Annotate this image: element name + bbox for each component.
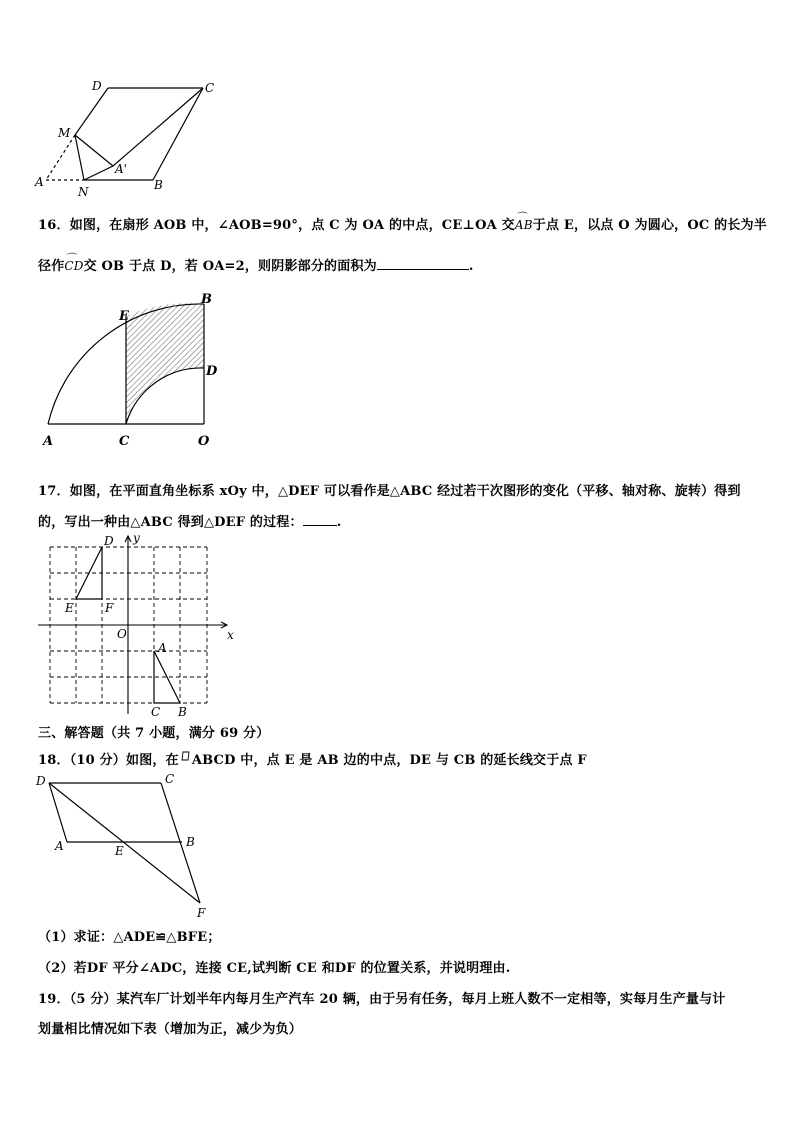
q16-line2-suffix: 交 OB 于点 D，若 OA=2，则阴影部分的面积为 xyxy=(83,259,377,274)
q17-line1: 17．如图，在平面直角坐标系 xOy 中，△DEF 可以看作是△ABC 经过若干次图形的变化（平移、轴对称、旋转）得到 xyxy=(38,484,741,499)
q17-line2-text: 的，写出一种由△ABC 得到△DEF 的过程： xyxy=(38,515,303,530)
label-A: A xyxy=(55,839,64,853)
figure-q17-coordinate-grid xyxy=(35,532,240,722)
label-D: D xyxy=(104,534,114,548)
label-C: C xyxy=(151,705,161,719)
label-B: B xyxy=(186,835,195,849)
q16-line1 xyxy=(38,214,767,233)
label-y: y xyxy=(133,531,140,545)
segment-DF xyxy=(49,783,200,903)
parallelogram-symbol xyxy=(181,751,190,761)
label-B: B xyxy=(154,178,163,192)
q16-line2-prefix: 径作 xyxy=(38,259,65,274)
label-F: F xyxy=(197,906,206,920)
segment-DM xyxy=(75,88,108,135)
label-N: N xyxy=(78,185,89,199)
figure-q16-sector xyxy=(35,290,225,455)
q19-line1: 19．（5 分）某汽车厂计划半年内每月生产汽车 20 辆，由于另有任务，每月上班人数不一定相等，实每月生产量与计 xyxy=(38,992,726,1007)
section-title-3: 三、解答题（共 7 小题，满分 69 分） xyxy=(38,726,270,741)
label-D: D xyxy=(206,364,218,379)
label-x: x xyxy=(227,628,234,642)
q18-part1: （1）求证：△ADE≌△BFE； xyxy=(38,930,221,945)
answer-blank-q16[interactable] xyxy=(377,258,469,270)
label-F: F xyxy=(105,601,114,615)
figure-q18-parallelogram xyxy=(30,768,230,923)
label-B: B xyxy=(178,705,187,719)
answer-blank-q17[interactable] xyxy=(303,514,337,526)
q18-stem-a: 18．（10 分）如图，在 xyxy=(38,753,179,768)
q18-stem-b: ABCD 中，点 E 是 AB 边的中点，DE 与 CB 的延长线交于点 F xyxy=(191,753,587,768)
label-O: O xyxy=(198,434,210,449)
label-A: A xyxy=(43,434,54,449)
q16-line1-prefix: 16．如图，在扇形 AOB 中，∠AOB=90°，点 C 为 OA 的中点，CE⊥OA 交 xyxy=(38,218,515,233)
segment-DA xyxy=(49,783,67,842)
arc-AB-notation: ⌒ AB xyxy=(515,218,533,232)
label-M: M xyxy=(58,126,71,140)
q18-stem xyxy=(38,749,587,768)
arc-CD-notation: ⌒ CD xyxy=(64,259,83,273)
label-D: D xyxy=(36,774,46,788)
label-C: C xyxy=(165,772,175,786)
figure-q15-parallelogram xyxy=(30,75,230,200)
label-A-prime: A' xyxy=(115,162,127,176)
segment-CB xyxy=(153,88,203,180)
shaded-region xyxy=(126,303,204,424)
q16-line1-suffix: 于点 E，以点 O 为圆心，OC 的长为半 xyxy=(532,218,767,233)
q16-line2-end: . xyxy=(468,259,474,274)
label-E: E xyxy=(65,601,74,615)
label-O: O xyxy=(117,627,127,641)
label-E: E xyxy=(119,309,129,324)
q19-line2: 划量相比情况如下表（增加为正，减少为负） xyxy=(38,1022,303,1037)
label-E: E xyxy=(115,844,124,858)
q18-part2: （2）若DF 平分∠ADC，连接 CE,试判断 CE 和DF 的位置关系，并说明理由. xyxy=(38,961,511,976)
segment-CA-prime xyxy=(113,88,203,166)
q17-line2-end: . xyxy=(336,515,342,530)
label-C: C xyxy=(205,81,215,95)
label-B: B xyxy=(201,292,212,307)
label-A: A xyxy=(35,175,44,189)
q16-line2 xyxy=(38,255,474,274)
q17-line2 xyxy=(38,511,341,530)
label-D: D xyxy=(92,79,102,93)
dashed-MA xyxy=(46,135,75,180)
segment-NA-prime xyxy=(84,166,113,180)
label-A: A xyxy=(158,641,167,655)
label-C: C xyxy=(119,434,130,449)
